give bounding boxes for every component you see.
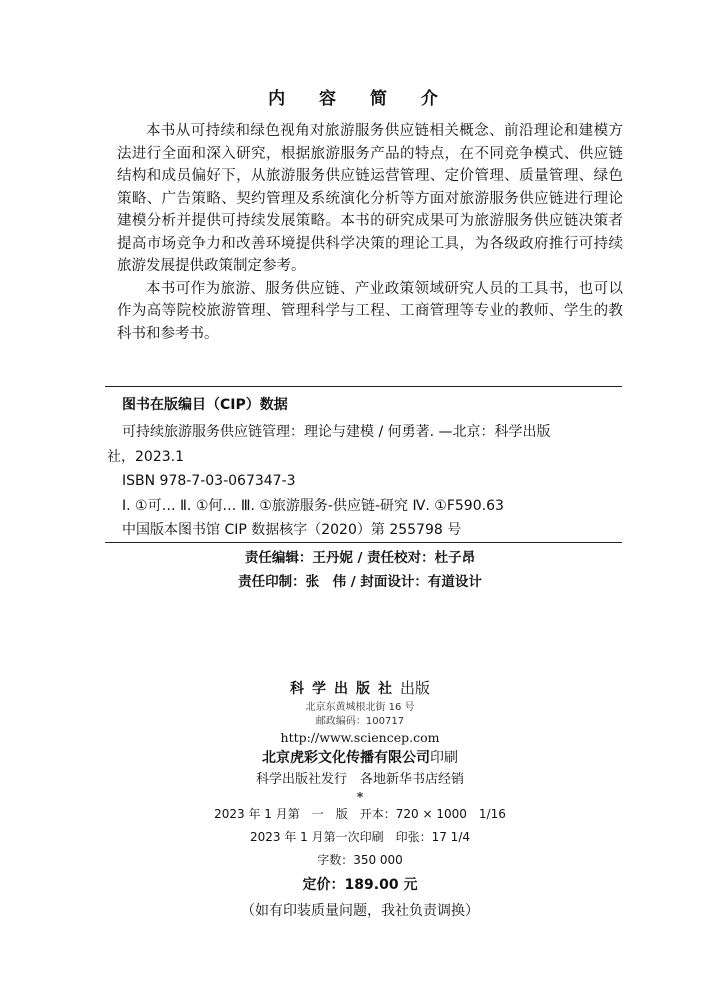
printer-suffix: 印刷 (430, 750, 458, 766)
word-count: 字数：350 000 (317, 853, 403, 867)
cip-record (107, 420, 619, 543)
publisher-line (0, 676, 720, 701)
cip-isbn: ISBN 978-7-03-067347-3 (122, 473, 296, 489)
cip-bottom-rule (105, 542, 622, 543)
page-title: 内 容 简 介 (268, 89, 452, 109)
cip-number: 中国版本图书馆 CIP 数据核字（2020）第 255798 号 (122, 522, 462, 538)
summary-paragraph-1: 本书从可持续和绿色视角对旅游服务供应链相关概念、前沿理论和建模方法进行全面和深入研究，根据旅游服务产品的特点，在不同竞争模式、供应链结构和成员偏好下，从旅游服务供应链运营管理、定价管理、质量管理、绿色策略、广告策略、契约管理及系统演化分析等方面对旅游服务供应链进行理论建模分析并提供可持续发展策略。本书的研究成果可为旅游服务供应链决策者提高市场竞争力和改善环境提供科学决策的理论工具，为各级政府推行可持续旅游发展提供政策制定参考。 (117, 123, 623, 274)
printer-name: 北京虎彩文化传播有限公司 (262, 750, 430, 766)
edition-info: 2023 年 1 月第 一 版 开本：720 × 1000 1/16 (214, 807, 506, 821)
colophon (0, 676, 720, 924)
printer-line (0, 747, 720, 769)
cip-title-line: 可持续旅游服务供应链管理：理论与建模 / 何勇著. —北京：科学出版 (122, 424, 551, 440)
summary-paragraph-2: 本书可作为旅游、服务供应链、产业政策领域研究人员的工具书，也可以作为高等院校旅游管理、管理科学与工程、工商管理等专业的教师、学生的教科书和参考书。 (117, 280, 623, 342)
price: 定价：189.00 元 (302, 877, 418, 893)
summary-section (117, 120, 623, 345)
separator-star: * (356, 790, 364, 804)
cip-top-rule (105, 386, 622, 387)
credits-production: 责任印制：张 伟 / 封面设计：有道设计 (238, 574, 482, 590)
printing-info: 2023 年 1 月第一次印刷 印张：17 1/4 (249, 830, 470, 844)
quality-notice: （如有印装质量问题，我社负责调换） (241, 903, 479, 919)
publisher-postcode: 邮政编码：100717 (315, 716, 405, 727)
credits (0, 546, 720, 594)
distribution: 科学出版社发行 各地新华书店经销 (255, 772, 464, 787)
cip-classification: Ⅰ. ①可… Ⅱ. ①何… Ⅲ. ①旅游服务-供应链-研究 Ⅳ. ①F590.63 (122, 497, 504, 514)
publisher-name: 科学出版社 (289, 681, 400, 697)
publisher-suffix: 出版 (399, 679, 430, 697)
cip-publisher-line: 社，2023.1 (107, 448, 184, 465)
credits-editors: 责任编辑：王丹妮 / 责任校对：杜子昂 (244, 550, 476, 566)
publisher-address: 北京东黄城根北街 16 号 (305, 702, 415, 713)
publisher-url: http://www.sciencep.com (280, 730, 440, 745)
cip-heading: 图书在版编目（CIP）数据 (122, 397, 288, 413)
